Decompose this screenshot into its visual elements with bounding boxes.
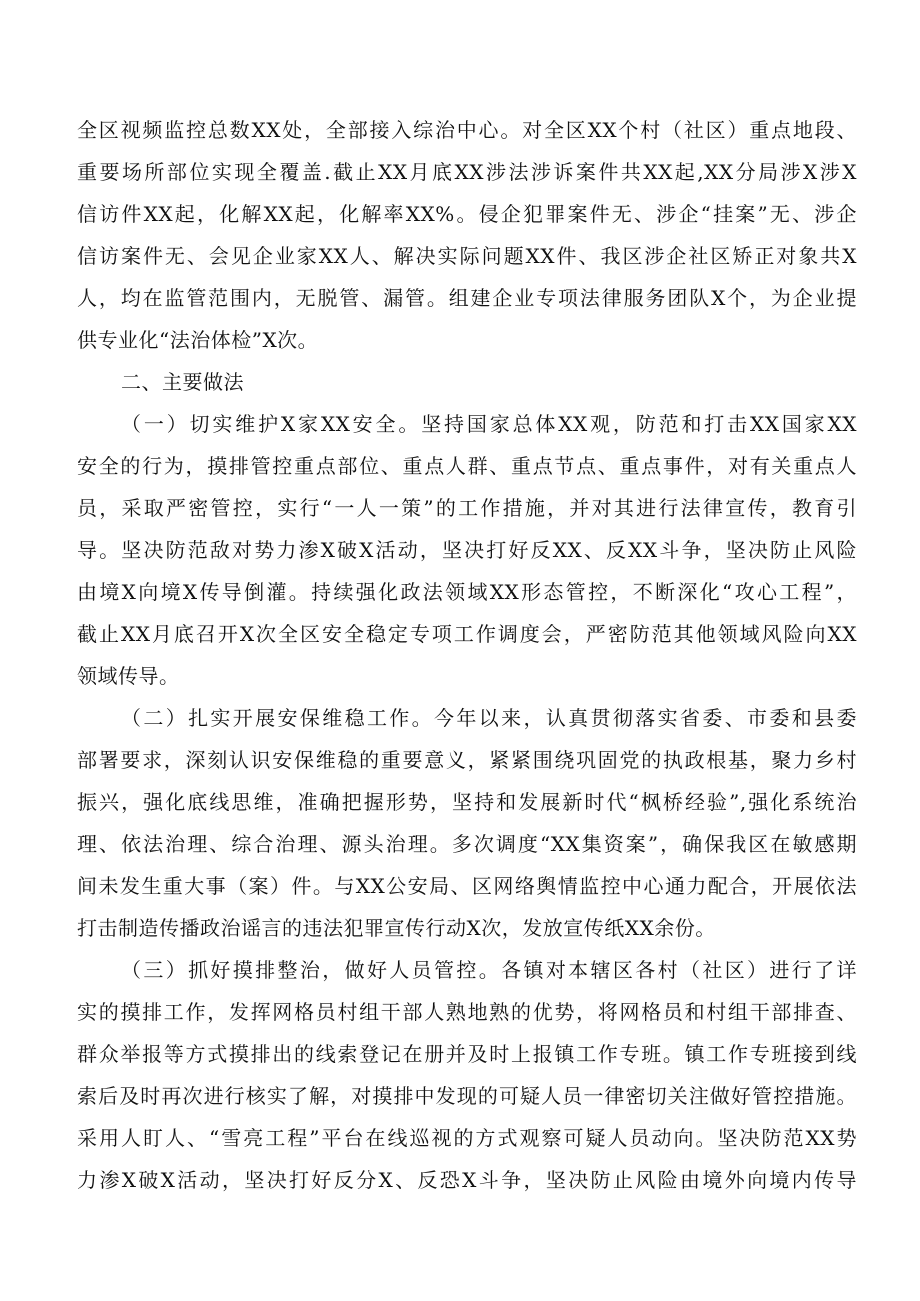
body-text-line: 理、依法治理、综合治理、源头治理。多次调度“XX集资案”，确保我区在敏感期 [77,832,857,856]
body-text-line: 索后及时再次进行核实了解，对摸排中发现的可疑人员一律密切关注做好管控措施。 [77,1084,857,1108]
section-heading: 二、主要做法 [121,370,244,394]
body-text-line: 重要场所部位实现全覆盖.截止XX月底XX涉法涉诉案件共XX起,XX分局涉X涉X [77,160,857,184]
body-text-line: 供专业化“法治体检”X次。 [77,328,319,352]
body-text-line: 间未发生重大事（案）件。与XX公安局、区网络舆情监控中心通力配合，开展依法 [77,874,857,898]
body-text-line: 实的摸排工作，发挥网格员村组干部人熟地熟的优势，将网格员和村组干部排查、 [77,1000,857,1024]
body-text-line: 由境X向境X传导倒灌。持续强化政法领域XX形态管控，不断深化“攻心工程”， [77,580,857,604]
body-text-line: 力渗X破X活动，坚决打好反分X、反恐X斗争，坚决防止风险由境外向境内传导 [77,1168,857,1192]
body-text-line: 部署要求，深刻认识安保维稳的重要意义，紧紧围绕巩固党的执政根基，聚力乡村 [77,748,857,772]
body-text-line: 信访案件无、会见企业家XX人、解决实际问题XX件、我区涉企社区矫正对象共X [77,244,857,268]
body-text-line: 安全的行为，摸排管控重点部位、重点人群、重点节点、重点事件，对有关重点人 [77,454,857,478]
body-text-line: 打击制造传播政治谣言的违法犯罪宣传行动X次，发放宣传纸XX余份。 [77,916,716,940]
body-text-line: 员，采取严密管控，实行“一人一策”的工作措施，并对其进行法律宣传，教育引 [77,496,857,520]
body-text-line: 采用人盯人、“雪亮工程”平台在线巡视的方式观察可疑人员动向。坚决防范XX势 [77,1126,857,1150]
paragraph-first-line: （二）扎实开展安保维稳工作。今年以来，认真贯彻落实省委、市委和县委 [121,706,857,730]
paragraph-first-line: （一）切实维护X家XX安全。坚持国家总体XX观，防范和打击XX国家XX [121,412,857,436]
body-text-line: 导。坚决防范敌对势力渗X破X活动，坚决打好反XX、反XX斗争，坚决防止风险 [77,538,857,562]
body-text-line: 全区视频监控总数XX处，全部接入综治中心。对全区XX个村（社区）重点地段、 [77,118,857,142]
body-text-line: 振兴，强化底线思维，准确把握形势，坚持和发展新时代“枫桥经验”,强化系统治 [77,790,857,814]
body-text-line: 群众举报等方式摸排出的线索登记在册并及时上报镇工作专班。镇工作专班接到线 [77,1042,857,1066]
body-text-line: 信访件XX起，化解XX起，化解率XX%。侵企犯罪案件无、涉企“挂案”无、涉企 [77,202,857,226]
body-text-line: 人，均在监管范围内，无脱管、漏管。组建企业专项法律服务团队X个，为企业提 [77,286,857,310]
body-text-line: 截止XX月底召开X次全区安全稳定专项工作调度会，严密防范其他领域风险向XX [77,622,857,646]
body-text-line: 领域传导。 [77,664,180,688]
paragraph-first-line: （三）抓好摸排整治，做好人员管控。各镇对本辖区各村（社区）进行了详 [121,958,857,982]
